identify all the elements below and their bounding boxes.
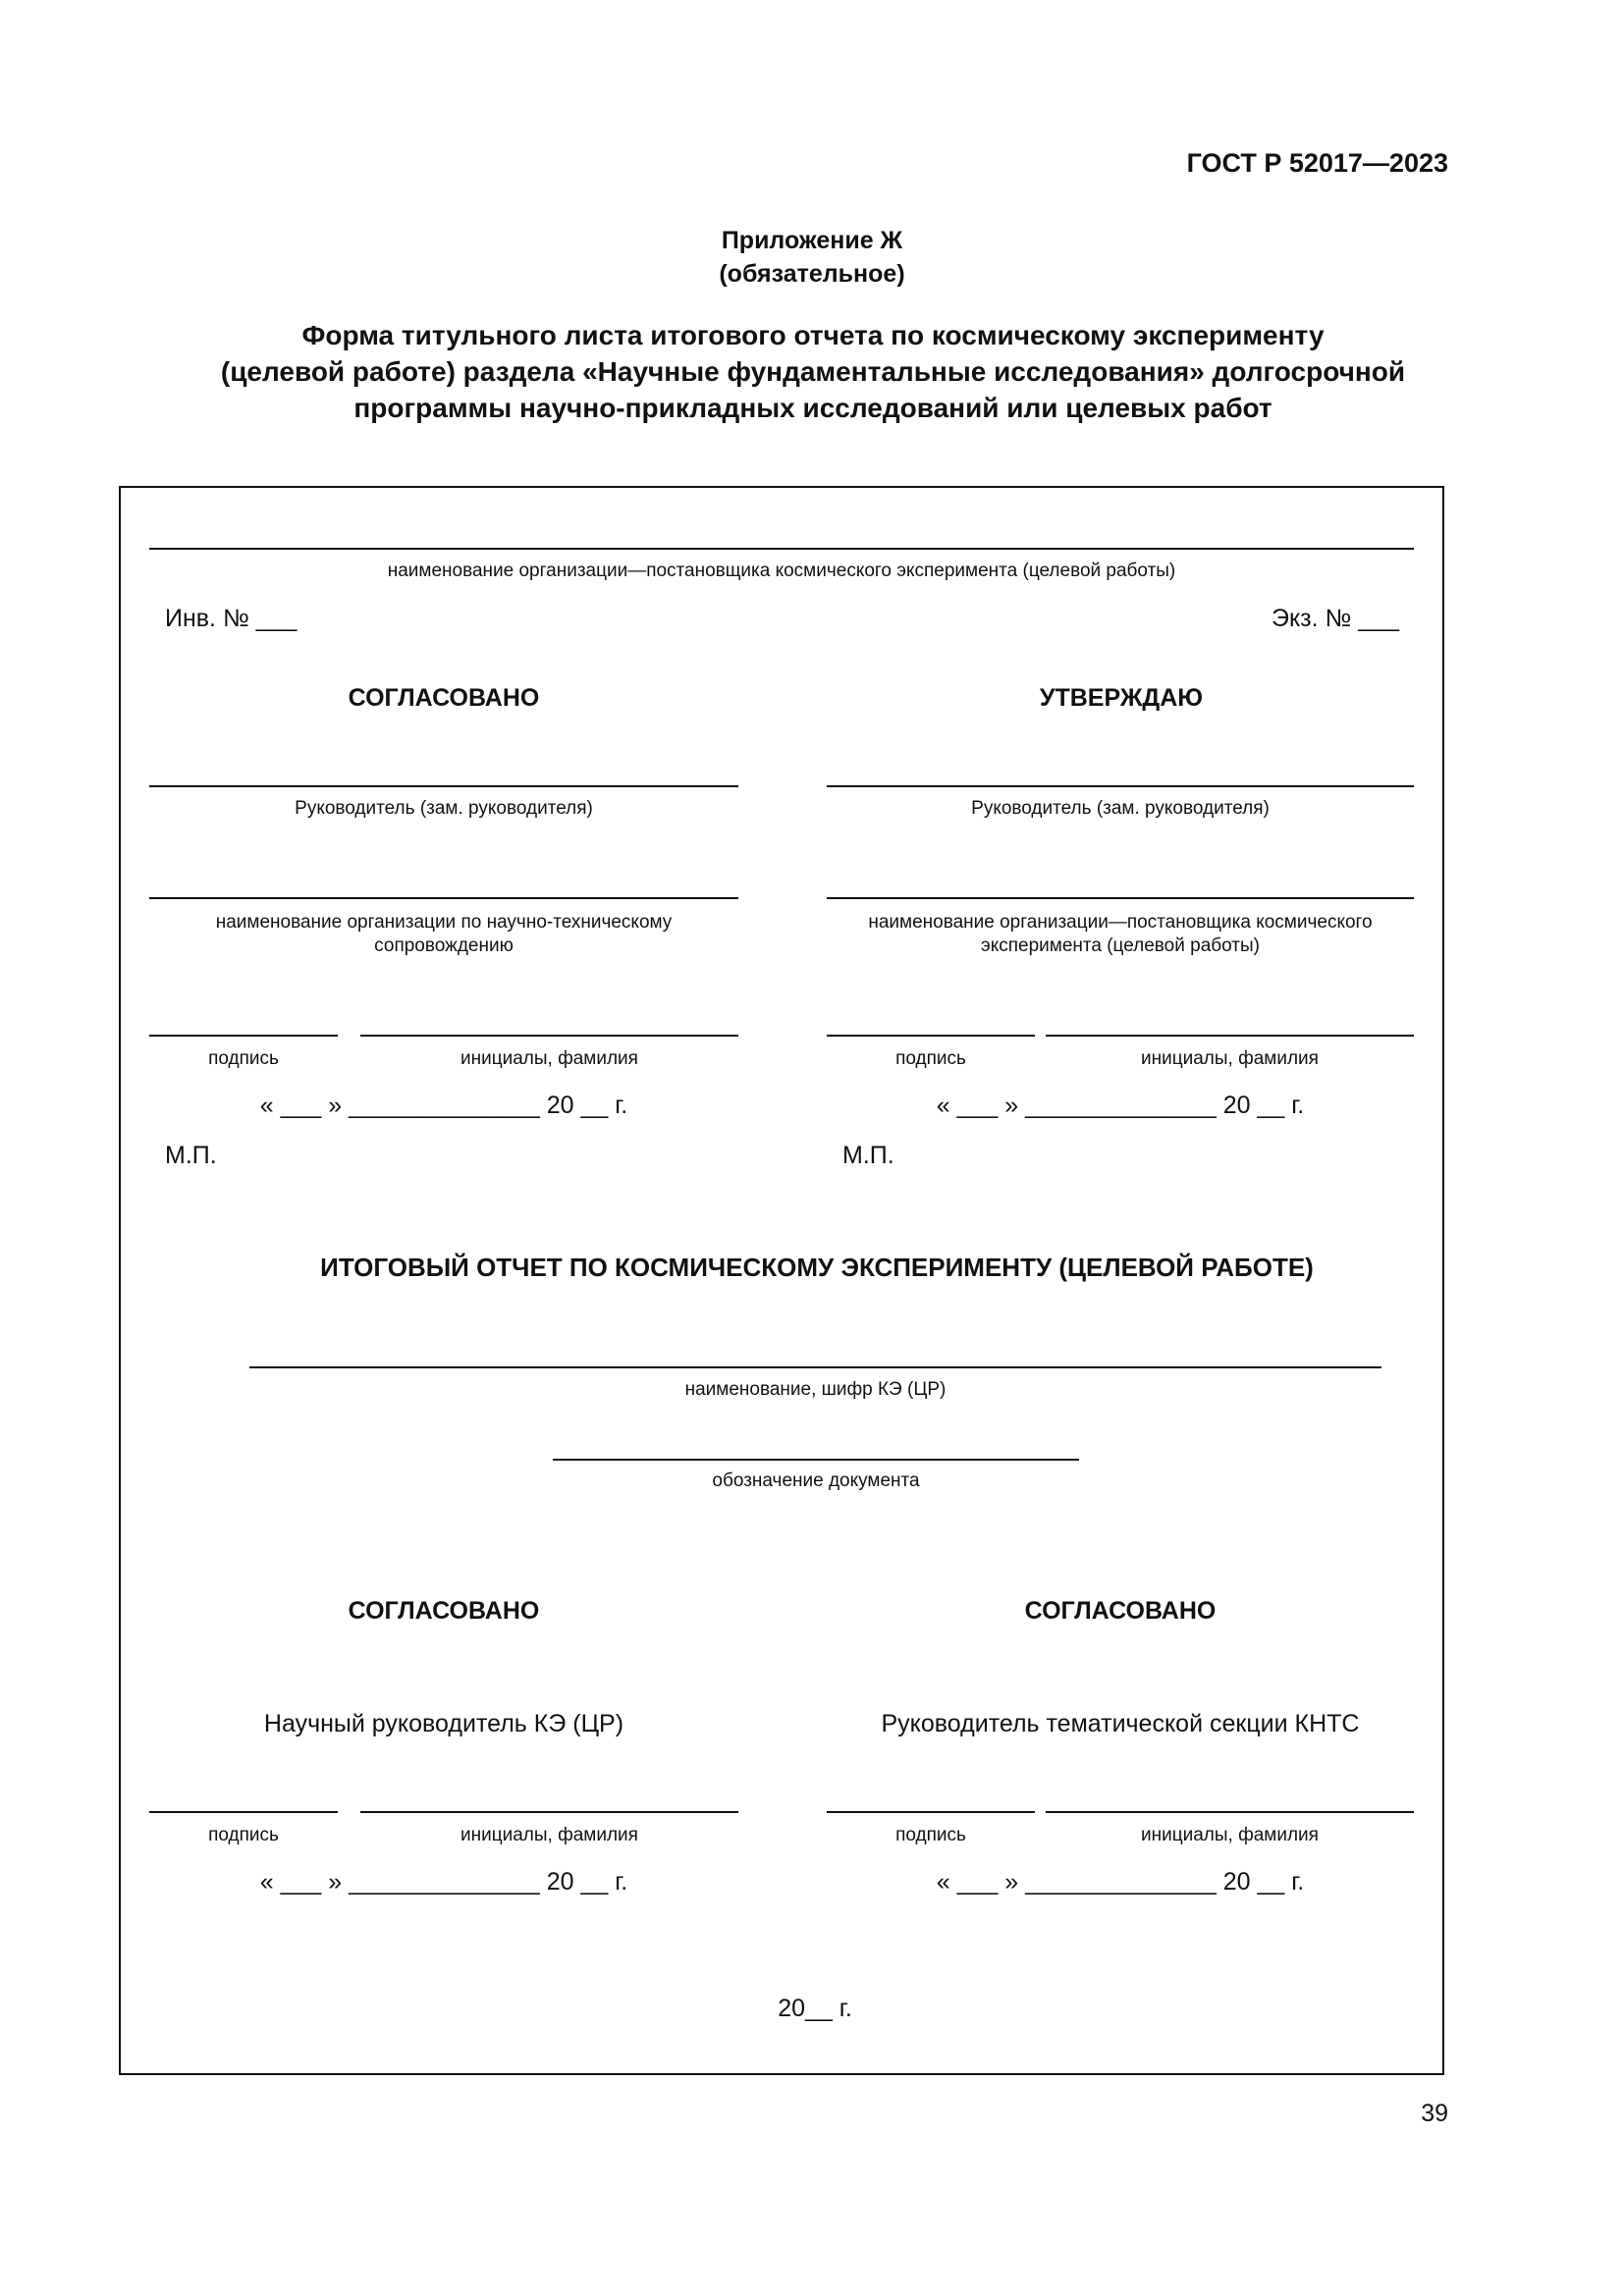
org-line-right [827, 897, 1414, 899]
head-caption-left: Руководитель (зам. руководителя) [295, 798, 593, 819]
date-left: « ___ » ______________ 20 __ г. [259, 1092, 628, 1119]
head-line-right [827, 785, 1414, 787]
agreed-heading-bottom-right: СОГЛАСОВАНО [1024, 1597, 1217, 1625]
date-bottom-left: « ___ » ______________ 20 __ г. [259, 1868, 628, 1896]
title-line: Форма титульного листа итогового отчета по космическому эксперименту [301, 320, 1325, 350]
name-line-bottom-right [1046, 1811, 1414, 1813]
name-line-bottom-left [360, 1811, 738, 1813]
name-line-right [1046, 1035, 1414, 1037]
org-caption-right [827, 911, 1414, 958]
name-caption-bottom-right: инициалы, фамилия [1141, 1825, 1319, 1845]
name-caption-right: инициалы, фамилия [1141, 1048, 1319, 1069]
signature-caption-bottom-right: подпись [895, 1825, 966, 1845]
section-head-role: Руководитель тематической секции КНТС [881, 1710, 1360, 1737]
copy-number: Экз. № ___ [1271, 605, 1399, 632]
signature-line-bottom-left [149, 1811, 338, 1813]
name-code-line [249, 1366, 1381, 1368]
caption-line: эксперимента (целевой работы) [981, 935, 1260, 956]
appendix-note: (обязательное) [719, 260, 905, 288]
signature-line-left [149, 1035, 338, 1037]
inventory-number: Инв. № ___ [165, 605, 298, 632]
name-line-left [360, 1035, 738, 1037]
org-caption-left [149, 911, 738, 958]
org-line-left [149, 897, 738, 899]
year-line: 20__ г. [778, 1995, 852, 2022]
caption-line: наименование организации—постановщика космического [868, 912, 1373, 933]
title-line: (целевой работе) раздела «Научные фундаментальные исследования» долгосрочной [220, 356, 1406, 387]
signature-line-bottom-right [827, 1811, 1035, 1813]
signature-line-right [827, 1035, 1035, 1037]
appendix-label: Приложение Ж [721, 227, 903, 254]
signature-caption-left: подпись [208, 1048, 279, 1069]
organization-caption: наименование организации—постановщика космического эксперимента (целевой работы) [387, 561, 1176, 581]
head-line-left [149, 785, 738, 787]
caption-line: сопровождению [374, 935, 514, 956]
approve-heading-right: УТВЕРЖДАЮ [1039, 684, 1204, 712]
name-caption-left: инициалы, фамилия [460, 1048, 638, 1069]
scientific-supervisor-role: Научный руководитель КЭ (ЦР) [263, 1710, 624, 1737]
appendix-heading [0, 224, 1624, 291]
document-designation-caption: обозначение документа [712, 1470, 920, 1491]
name-caption-bottom-left: инициалы, фамилия [460, 1825, 638, 1845]
report-title: ИТОГОВЫЙ ОТЧЕТ ПО КОСМИЧЕСКОМУ ЭКСПЕРИМЕНТУ (ЦЕЛЕВОЙ РАБОТЕ) [320, 1253, 1314, 1282]
head-caption-right: Руководитель (зам. руководителя) [971, 798, 1270, 819]
title-line: программы научно-прикладных исследований или целевых работ [353, 393, 1272, 423]
standard-number: ГОСТ Р 52017—2023 [1186, 148, 1448, 178]
seal-left: М.П. [165, 1142, 217, 1169]
document-designation-line [553, 1459, 1079, 1461]
date-right: « ___ » ______________ 20 __ г. [936, 1092, 1305, 1119]
caption-line: наименование организации по научно-техническому [215, 912, 673, 933]
date-bottom-right: « ___ » ______________ 20 __ г. [936, 1868, 1305, 1896]
organization-line [149, 548, 1414, 550]
agreed-heading-bottom-left: СОГЛАСОВАНО [348, 1597, 540, 1625]
signature-caption-right: подпись [895, 1048, 966, 1069]
name-code-caption: наименование, шифр КЭ (ЦР) [684, 1379, 947, 1400]
page-number: 39 [1421, 2100, 1448, 2127]
page-title [177, 317, 1449, 426]
signature-caption-bottom-left: подпись [208, 1825, 279, 1845]
seal-right: М.П. [842, 1142, 894, 1169]
agreed-heading-left: СОГЛАСОВАНО [348, 684, 540, 712]
